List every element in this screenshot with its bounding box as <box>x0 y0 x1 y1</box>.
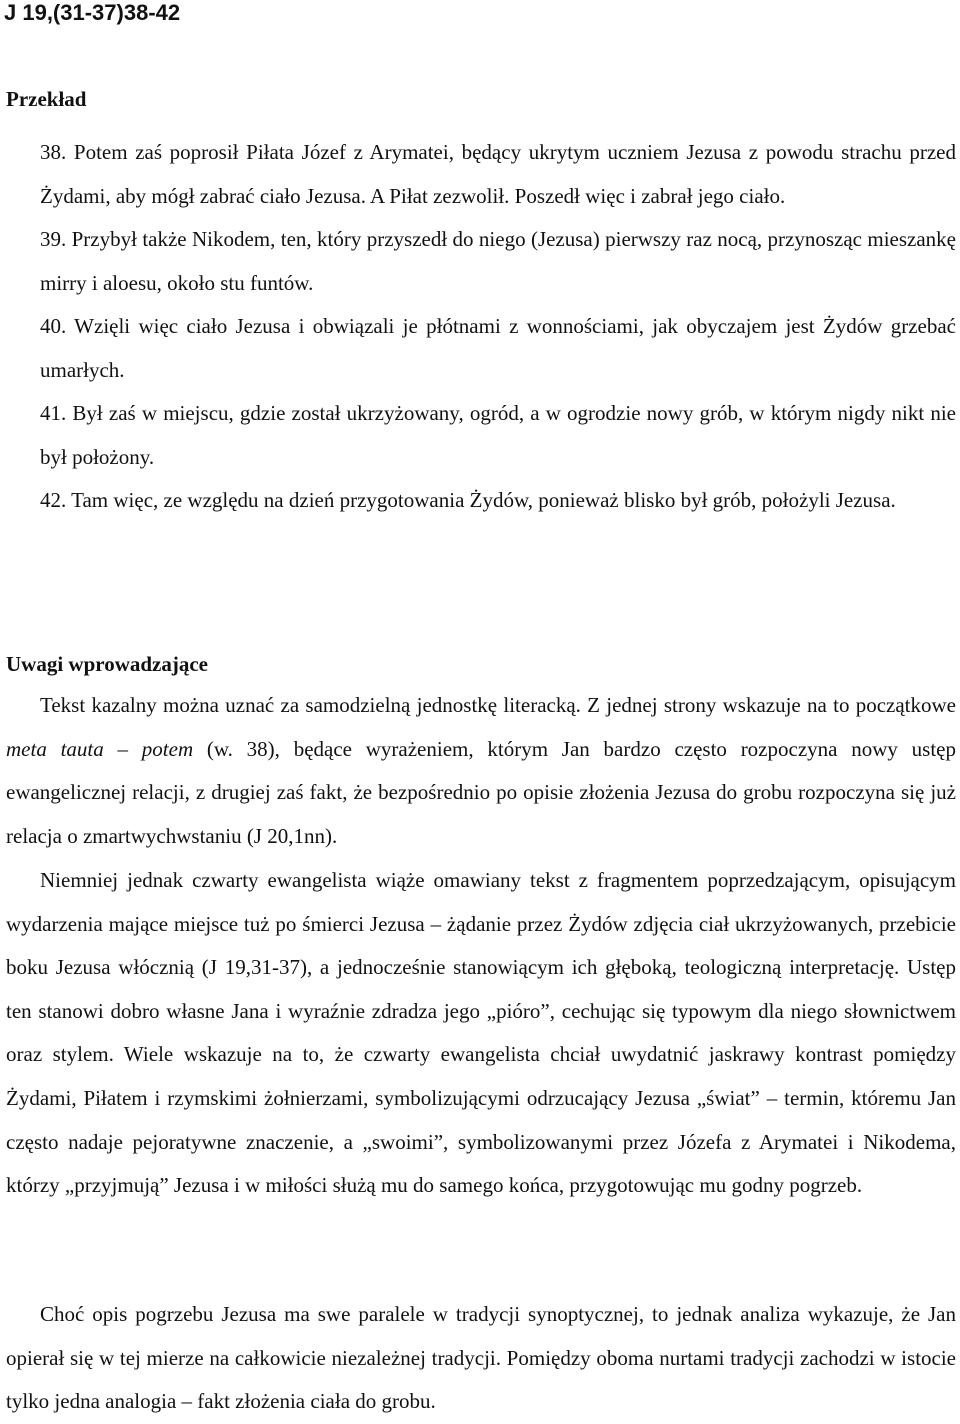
intro-paragraph-2: Niemniej jednak czwarty ewangelista wiąże omawiany tekst z fragmentem poprzedzającym, opisującym wydarzenia mające miejsce tuż po śmierci Jezusa – żądanie przez Żydów zdjęcia ciał ukrzyżowanych, przebicie boku Jezusa włócznią (J 19,31-37), a jednocześnie stanowiącym ich głęboką, teologiczną interpretację. Ustęp ten stanowi dobro własne Jana i wyraźnie zdradza jego „pióro”, cechując się typowym dla niego słownictwem oraz stylem. Wiele wskazuje na to, że czwarty ewangelista chciał uwydatnić jaskrawy kontrast pomiędzy Żydami, Piłatem i rzymskimi żołnierzami, symbolizującymi odrzucający Jezusa „świat” – termin, któremu Jan często nadaje pejoratywne znaczenie, a „swoimi”, symbolizowanymi przez Józefa z Arymatei i Nikodema, którzy „przyjmują” Jezusa i w miłości służą mu do samego końca, przygotowując mu godny pogrzeb. <box>6 868 956 1198</box>
passage-reference: J 19,(31-37)38-42 <box>4 0 181 25</box>
intro-heading: Uwagi wprowadzające <box>6 652 209 676</box>
intro-paragraph-1-italic: meta tauta – potem <box>6 736 194 761</box>
verse-40: 40. Wzięli więc ciało Jezusa i obwiązali je płótnami z wonnościami, jak obyczajem jest Żydów grzebać umarłych. <box>40 314 956 382</box>
verse-42: 42. Tam więc, ze względu na dzień przygotowania Żydów, ponieważ blisko był grób, położyli Jezusa. <box>40 488 896 512</box>
verse-41: 41. Był zaś w miejscu, gdzie został ukrzyżowany, ogród, a w ogrodzie nowy grób, w którym nigdy nikt nie był położony. <box>40 401 956 469</box>
translation-heading: Przekład <box>6 87 87 111</box>
verse-38: 38. Potem zaś poprosił Piłata Józef z Arymatei, będący ukrytym uczniem Jezusa z powodu strachu przed Żydami, aby mógł zabrać ciało Jezusa. A Piłat zezwolił. Poszedł więc i zabrał jego ciało. <box>40 140 956 208</box>
intro-paragraph-1-text-after: (w. 38), będące wyrażeniem, którym Jan bardzo często rozpoczyna nowy ustęp ewangelicznej relacji, z drugiej zaś fakt, że bezpośrednio po opisie złożenia Jezusa do grobu rozpoczyna się już relacja o zmartwychwstaniu (J 20,1nn). <box>6 736 956 848</box>
intro-paragraph-3: Choć opis pogrzebu Jezusa ma swe paralele w tradycji synoptycznej, to jednak analiza wykazuje, że Jan opierał się w tej mierze na całkowicie niezależnej tradycji. Pomiędzy oboma nurtami tradycji zachodzi w istocie tylko jedna analogia – fakt złożenia ciała do grobu. <box>6 1302 956 1414</box>
verse-39: 39. Przybył także Nikodem, ten, który przyszedł do niego (Jezusa) pierwszy raz nocą, przynosząc mieszankę mirry i aloesu, około stu funtów. <box>40 227 956 295</box>
verse-list <box>40 131 956 523</box>
intro-paragraph-1 <box>6 684 956 858</box>
intro-paragraph-1-text-before: Tekst kazalny można uznać za samodzielną jednostkę literacką. Z jednej strony wskazuje na to początkowe <box>40 693 956 717</box>
